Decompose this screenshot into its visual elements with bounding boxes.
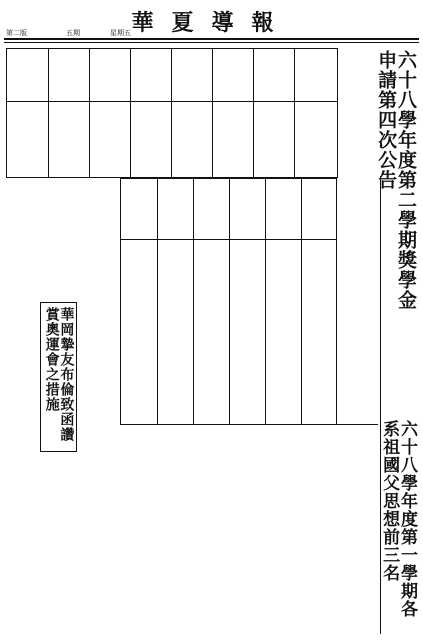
masthead-title: 華夏導報 — [131, 10, 292, 36]
table-column-divider — [48, 49, 49, 177]
headline-scholarship-notice: 六十八學年度第二學期獎學金申請第四次公告 — [375, 50, 417, 310]
weekday-label: 星期五 — [110, 29, 131, 37]
table-column-divider — [89, 49, 90, 177]
date-line — [267, 28, 417, 36]
masthead-rule — [4, 38, 419, 40]
table-column-divider — [229, 179, 230, 424]
article-right-middle — [336, 178, 378, 418]
scholarship-table-top — [6, 48, 338, 178]
headline-brundage-letter: 華岡摯友布倫致函讚賞奧運會之措施 — [40, 302, 77, 452]
table-column-divider — [253, 49, 254, 177]
table-column-divider — [130, 49, 131, 177]
article-left-upper — [6, 178, 116, 293]
page-label: 第二版 — [6, 29, 27, 37]
table-column-divider — [157, 179, 158, 424]
table-row-divider — [7, 101, 337, 102]
article-bottom — [124, 426, 376, 634]
masthead-rule-thin — [4, 42, 419, 43]
scholarship-table-middle — [120, 178, 337, 425]
table-column-divider — [212, 49, 213, 177]
table-column-divider — [265, 179, 266, 424]
table-column-divider — [301, 179, 302, 424]
section-divider — [120, 424, 378, 425]
article-left-lower — [6, 446, 122, 634]
table-column-divider — [171, 49, 172, 177]
table-column-divider — [193, 179, 194, 424]
issue-label: 五期 — [66, 29, 80, 37]
table-column-divider — [294, 49, 295, 177]
masthead — [0, 0, 423, 46]
headline-sun-yatsen-thought-ranking: 六十八學年度第一學期各系祖國父思想前三名 — [379, 420, 417, 618]
